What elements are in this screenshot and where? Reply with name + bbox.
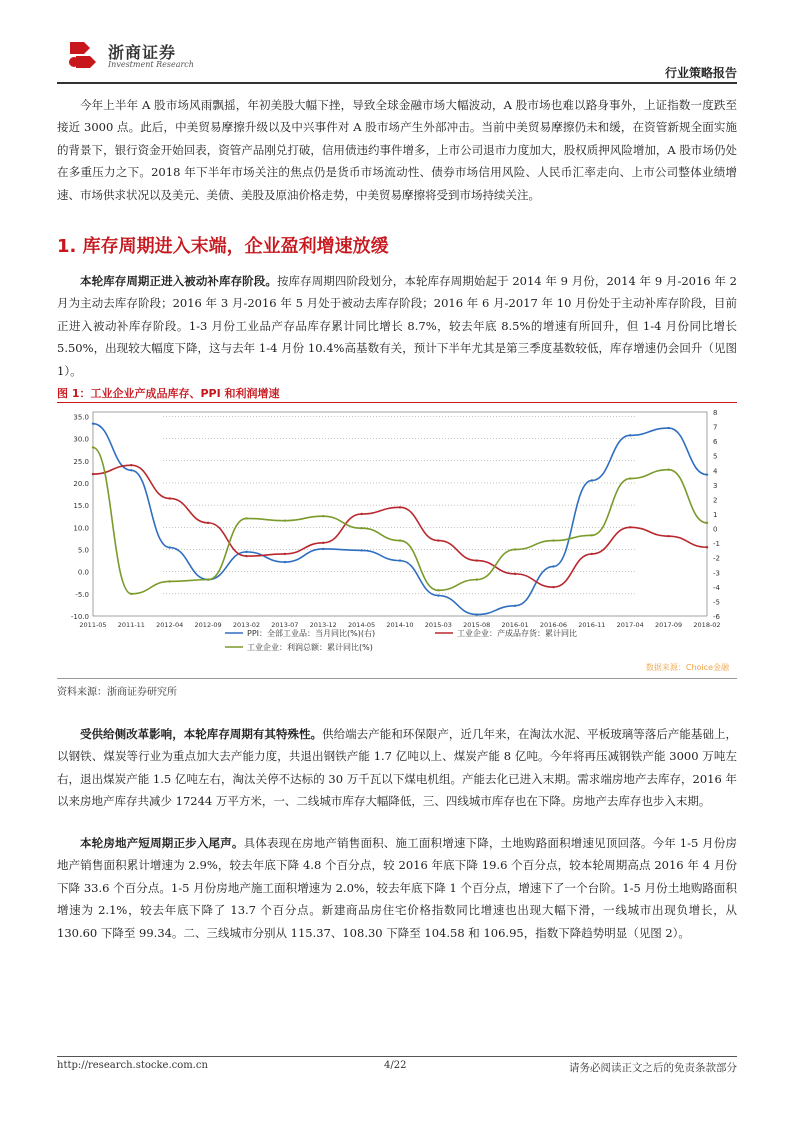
footer-disclaimer: 请务必阅读正文之后的免责条款部分 — [569, 1062, 737, 1074]
report-type: 行业策略报告 — [664, 66, 737, 80]
series-point-1 — [514, 573, 516, 575]
y-right-tick: 3 — [713, 481, 718, 490]
series-point-1 — [552, 586, 554, 588]
series-point-1 — [667, 535, 669, 537]
series-point-2 — [552, 539, 554, 541]
y-right-tick: -1 — [713, 540, 720, 549]
x-tick-label: 2013-02 — [232, 621, 261, 629]
series-point-0 — [322, 548, 324, 550]
series-point-2 — [207, 578, 209, 580]
x-tick-label: 2015-03 — [424, 621, 452, 629]
legend-entry: 工业企业：利润总额：累计同比(%) — [247, 643, 373, 652]
y-right-tick: 2 — [713, 496, 718, 505]
line-chart — [57, 404, 737, 678]
real-estate-paragraph — [57, 832, 737, 944]
x-tick-label: 2018-02 — [693, 621, 721, 629]
series-point-2 — [284, 519, 286, 521]
series-point-2 — [591, 534, 593, 536]
series-point-2 — [706, 522, 708, 524]
y-right-tick: 4 — [713, 467, 718, 476]
y-right-tick: -2 — [713, 554, 720, 563]
x-tick-label: 2015-08 — [463, 621, 491, 629]
series-point-2 — [667, 468, 669, 470]
series-point-1 — [437, 539, 439, 541]
intro-paragraph: 今年上半年 A 股市场风雨飘摇，年初美股大幅下挫，导致全球金融市场大幅波动，A 股市场也难以路身事外，上证指数一度跌至接近 3000 点。此后，中美贸易摩擦升级以及中兴事件对 A 股市场产生外部冲击。当前中美贸易摩擦仍未和缓，在资管新规全面实施的背景下，银行资金开始回表，资管产品刚兑打破，信用债违约事件增多，上市公司退市力度加大，股权质押风险增加，A 股市场仍处在多重压力之下。2018 年下半年市场关注的焦点仍是货币市场流动性、债券市场信用风险、人民币汇率走向、上市公司整体业绩增速、市场供求状况以及美元、美债、美股及原油价格走势，中美贸易摩擦将受到市场持续关注。 — [57, 98, 737, 202]
page-number: 4/22 — [384, 1060, 407, 1071]
y-right-tick: 0 — [713, 525, 718, 534]
logo-mark-icon — [64, 38, 102, 72]
series-point-0 — [284, 561, 286, 563]
footer-divider — [57, 1056, 737, 1057]
series-point-0 — [476, 613, 478, 615]
series-point-0 — [437, 594, 439, 596]
y-left-tick: 25.0 — [73, 457, 89, 466]
y-left-tick: 30.0 — [73, 435, 89, 444]
x-tick-label: 2011-05 — [79, 621, 107, 629]
series-point-0 — [591, 479, 593, 481]
series-point-2 — [245, 517, 247, 519]
series-point-0 — [552, 565, 554, 567]
series-point-0 — [706, 473, 708, 475]
series-point-0 — [667, 427, 669, 429]
figure-source: 资料来源：浙商证券研究所 — [57, 687, 177, 698]
y-right-tick: 1 — [713, 511, 718, 519]
y-left-tick: 15.0 — [73, 502, 89, 511]
series-point-1 — [207, 522, 209, 524]
series-point-1 — [130, 464, 132, 466]
series-point-2 — [514, 548, 516, 550]
series-point-0 — [169, 546, 171, 548]
y-left-tick: 10.0 — [73, 524, 89, 533]
footer-url[interactable]: http://research.stocke.com.cn — [57, 1060, 208, 1071]
real-estate-lead: 本轮房地产短周期正步入尾声。 — [80, 836, 244, 850]
series-point-1 — [629, 526, 631, 528]
y-right-tick: -3 — [713, 569, 720, 578]
x-tick-label: 2011-11 — [117, 621, 145, 629]
x-tick-label: 2016-11 — [578, 621, 606, 629]
supply-side-paragraph — [57, 723, 737, 813]
y-right-tick: 5 — [713, 452, 718, 461]
series-point-2 — [629, 477, 631, 479]
y-left-tick: -10.0 — [70, 613, 89, 621]
y-left-tick: 5.0 — [77, 546, 89, 555]
series-point-2 — [360, 527, 362, 529]
series-point-0 — [360, 549, 362, 551]
series-point-1 — [360, 513, 362, 515]
series-point-1 — [591, 553, 593, 555]
real-estate-body: 具体表现在房地产销售面积、施工面积增速下降，土地购路面积增速见顶回落。今年 1-5 月份房地产销售面积累计增速为 2.9%，较去年底下降 4.8 个百分点，较 2016 年底下降 19.6 个百分点，较本轮周期高点 2016 年 4 月份下降 33.6 个百分点。1-5 月份房地产施工面积增速为 2.0%，较去年底下降 1 个百分点，增速下了一个台阶。1-5 月份土地购路面积增速为 2.1%，较去年底下降了 13.7 个百分点。新建商品房住宅价格指数同比增速也出现大幅下滑，一线城市出现负增长，从 130.60 下降至 99.34。二、三线城市分别从 115.37、108.30 下降至 104.58 和 106.95，指数下降趋势明显（见图 2）。 — [57, 836, 738, 940]
series-point-1 — [322, 542, 324, 544]
x-tick-label: 2012-09 — [194, 621, 222, 629]
y-right-tick: -4 — [713, 583, 720, 592]
series-point-2 — [322, 515, 324, 517]
legend-entry: PPI：全部工业品：当月同比(%)(右) — [247, 629, 376, 638]
series-point-1 — [706, 546, 708, 548]
supply-side-body: 供给端去产能和环保限产，近几年来，在淘汰水泥、平板玻璃等落后产能基础上，以钢铁、煤炭等行业为重点加大去产能力度，共退出钢铁产能 1.7 亿吨以上、煤炭产能 8 亿吨。今年将再压减钢铁产能 3000 万吨左右，退出煤炭产能 1.5 亿吨左右，淘汰关停不达标的 30 万千瓦以下煤电机组。产能去化已进入末期。需求端房地产去库存，2016 年以来房地产库存共减少 17244 万平方米，一、二线城市库存大幅降低，三、四线城市库存也在下降。房地产去库存也步入末期。 — [57, 727, 737, 809]
series-point-0 — [92, 422, 94, 424]
y-left-tick: 20.0 — [73, 479, 89, 488]
section-title: 1. 库存周期进入末端，企业盈利增速放缓 — [57, 236, 389, 257]
series-point-2 — [169, 580, 171, 582]
x-tick-label: 2013-07 — [271, 621, 299, 629]
y-right-tick: -6 — [713, 613, 720, 621]
series-point-0 — [130, 469, 132, 471]
series-point-2 — [476, 578, 478, 580]
series-point-1 — [284, 553, 286, 555]
x-tick-label: 2016-01 — [501, 621, 529, 629]
legend-entry: 工业企业：产成品存货：累计同比 — [457, 629, 577, 638]
y-right-tick: 6 — [713, 438, 718, 447]
section1-lead: 本轮库存周期正进入被动补库存阶段。 — [80, 274, 277, 288]
y-right-tick: 8 — [713, 409, 718, 417]
series-point-2 — [437, 589, 439, 591]
series-point-0 — [399, 559, 401, 561]
series-point-1 — [92, 473, 94, 475]
y-right-tick: 7 — [713, 423, 718, 432]
y-right-tick: -5 — [713, 598, 720, 607]
series-point-1 — [245, 555, 247, 557]
series-point-2 — [130, 593, 132, 595]
x-tick-label: 2017-04 — [616, 621, 644, 629]
section1-body: 按库存周期四阶段划分，本轮库存周期始起于 2014 年 9 月份，2014 年 9 月-2016 年 2 月为主动去库存阶段；2016 年 3 月-2016 年 5 月处于被动去库存阶段；2016 年 6 月-2017 年 10 月份处于主动补库存阶段，目前正进入被动补库存阶段。1-3 月份工业品产存品库存累计同比增长 8.7%，较去年底 8.5%的增速有所回升，但 1-4 月份同比增长 5.50%，出现较大幅度下降，这与去年 1-4 月份 10.4%高基数有关，预计下半年尤其是第三季度基数较低，库存增速仍会回升（见图 1）。 — [57, 274, 737, 378]
header-divider — [57, 82, 737, 84]
y-left-tick: -5.0 — [75, 590, 89, 599]
chart-watermark: 数据来源：Choice金融 — [645, 663, 729, 672]
series-point-2 — [399, 539, 401, 541]
logo-chinese-name: 浙商证券 — [108, 43, 177, 62]
series-point-0 — [514, 605, 516, 607]
series-point-1 — [169, 497, 171, 499]
series-point-1 — [399, 506, 401, 508]
y-left-tick: 0.0 — [77, 568, 89, 577]
section1-paragraph — [57, 270, 737, 382]
figure-top-rule — [57, 402, 737, 403]
logo-english-name: Investment Research — [108, 60, 194, 69]
supply-side-lead: 受供给侧改革影响，本轮库存周期有其特殊性。 — [80, 727, 323, 741]
x-tick-label: 2016-06 — [539, 621, 568, 629]
x-tick-label: 2013-12 — [309, 621, 337, 629]
series-point-1 — [476, 559, 478, 561]
x-tick-label: 2014-05 — [348, 621, 376, 629]
series-point-0 — [245, 551, 247, 553]
figure-bottom-rule — [57, 678, 737, 679]
series-point-0 — [629, 434, 631, 436]
y-left-tick: 35.0 — [73, 413, 89, 422]
figure-title: 图 1：工业企业产成品库存、PPI 和利润增速 — [57, 387, 280, 400]
x-tick-label: 2017-09 — [655, 621, 683, 629]
x-tick-label: 2012-04 — [156, 621, 184, 629]
series-point-2 — [92, 446, 94, 448]
x-tick-label: 2014-10 — [386, 621, 414, 629]
